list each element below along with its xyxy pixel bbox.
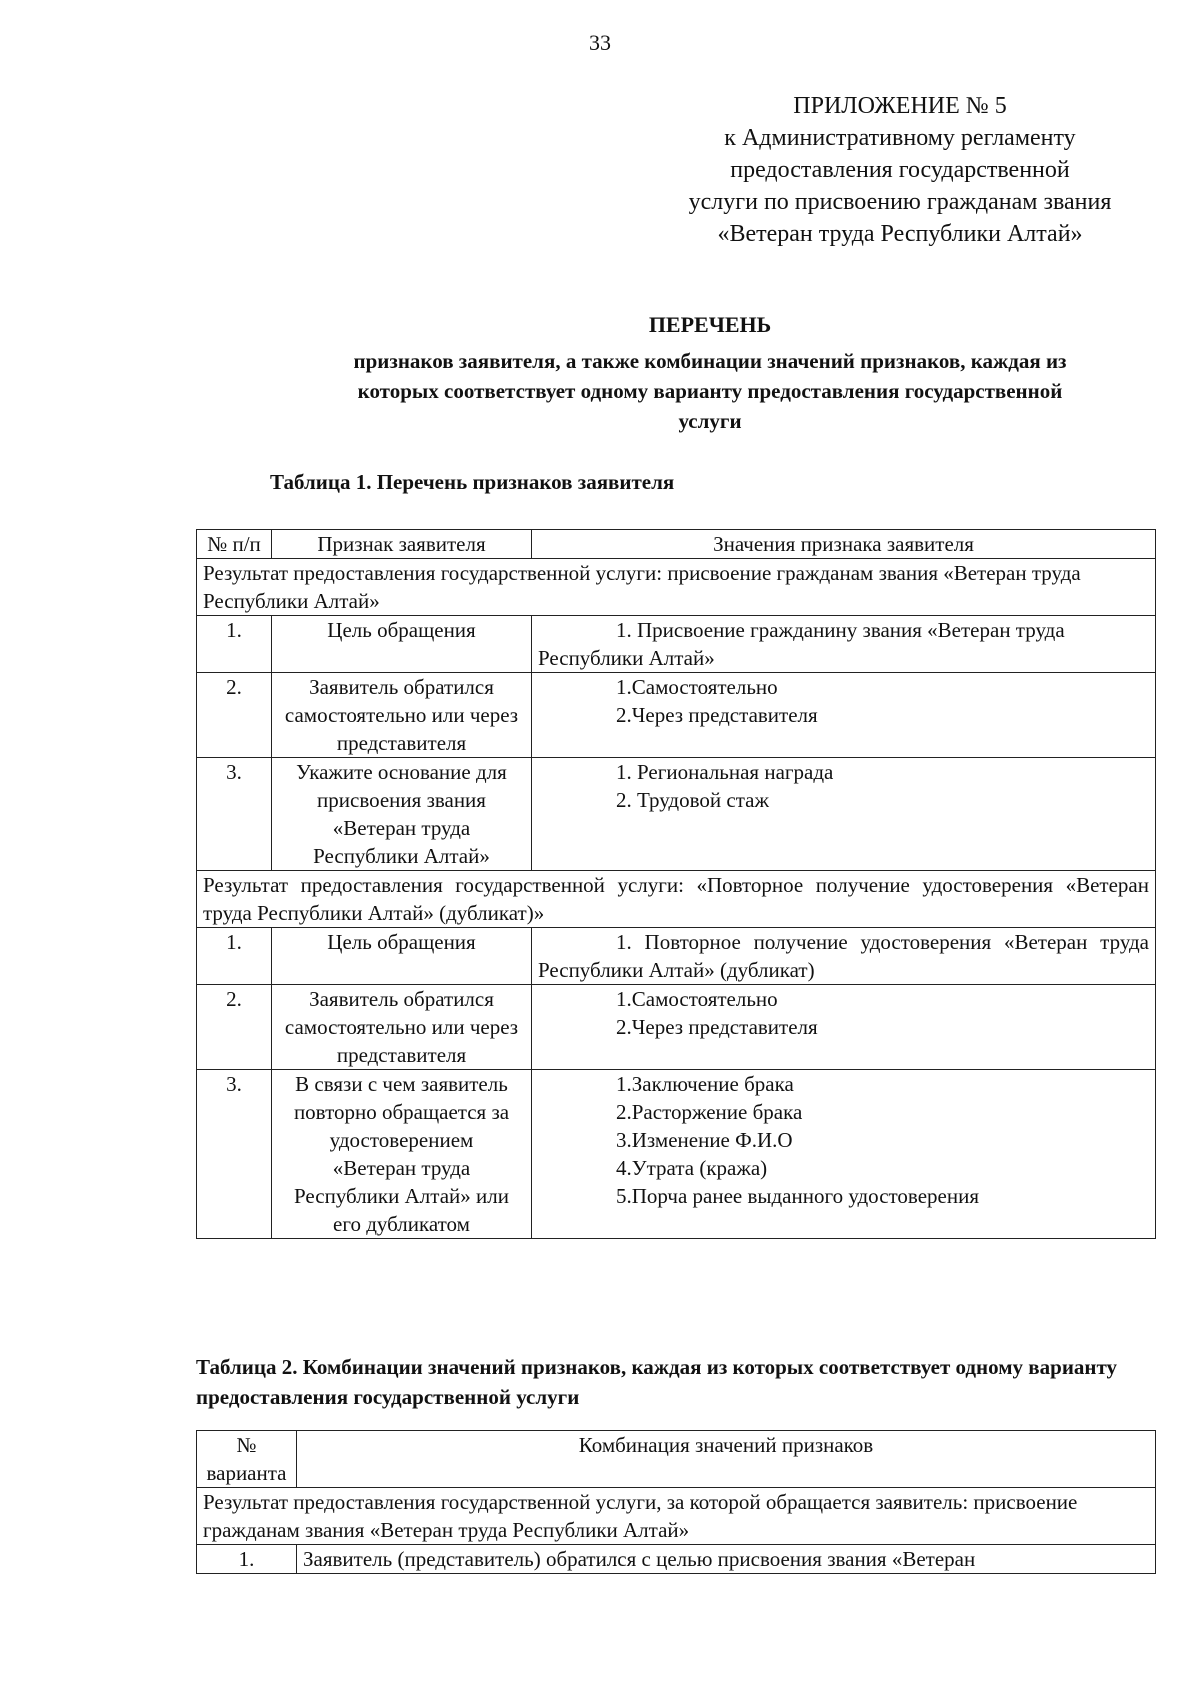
table-row [197,616,1156,673]
appendix-line: «Ветеран труда Республики Алтай» [717,221,1083,247]
document-subtitle [260,346,1160,436]
table-row [197,673,1156,758]
row-values [532,1070,1156,1239]
section-row [197,871,1156,928]
row-feature: Цель обращения [272,616,532,673]
row-value: 2.Расторжение брака [616,1100,803,1124]
section-title: Результат предоставления государственной услуги: «Повторное получение удостоверения «Ветеран труда Республики Алтай» (дубликат)» [197,871,1156,928]
row-combination: Заявитель (представитель) обратился с целью присвоения звания «Ветеран [297,1545,1156,1574]
appendix-line: ПРИЛОЖЕНИЕ № 5 [793,93,1007,119]
subtitle-line: которых соответствует одному варианту предоставления государственной [357,379,1063,403]
row-number: 3. [197,1070,272,1239]
table-header-row [197,530,1156,559]
row-feature: Заявитель обратился самостоятельно или через представителя [272,673,532,758]
row-number: 3. [197,758,272,871]
section-title: Результат предоставления государственной услуги, за которой обращается заявитель: присвоение гражданам звания «Ветеран труда Республики Алтай» [197,1488,1156,1545]
row-number: 1. [197,1545,297,1574]
table-row [197,758,1156,871]
row-feature: Цель обращения [272,928,532,985]
table-row [197,1070,1156,1239]
header-number: № п/п [197,530,272,559]
header-values: Значения признака заявителя [532,530,1156,559]
row-values [532,758,1156,871]
row-value: 1.Самостоятельно [616,987,778,1011]
row-value: 5.Порча ранее выданного удостоверения [616,1184,979,1208]
document-title: ПЕРЕЧЕНЬ [648,312,772,337]
row-value: 2.Через представителя [616,703,818,727]
header-combination: Комбинация значений признаков [297,1431,1156,1488]
subtitle-line: признаков заявителя, а также комбинации значений признаков, каждая из [353,349,1067,373]
table-row [197,985,1156,1070]
table-row [197,928,1156,985]
appendix-line: к Административному регламенту [724,125,1076,151]
table-header-row [197,1431,1156,1488]
row-value: 3.Изменение Ф.И.О [616,1128,793,1152]
row-value: 1.Заключение брака [616,1072,794,1096]
row-value: 1. Региональная награда [616,760,834,784]
row-number: 2. [197,985,272,1070]
row-value: 2. Трудовой стаж [616,788,769,812]
appendix-header [640,90,1160,250]
row-number: 2. [197,673,272,758]
table-row [197,1545,1156,1574]
combinations-table [196,1430,1156,1574]
header-variant-number: № варианта [197,1431,297,1488]
appendix-line: предоставления государственной [730,157,1070,183]
page-number: 33 [589,30,611,55]
appendix-line: услуги по присвоению гражданам звания [688,189,1112,215]
row-feature: В связи с чем заявитель повторно обращается за удостоверением «Ветеран труда Республики Алтай» или его дубликатом [272,1070,532,1239]
row-number: 1. [197,616,272,673]
row-value: 1. Присвоение гражданину звания «Ветеран труда Республики Алтай» [532,616,1156,673]
features-table [196,529,1156,1239]
row-number: 1. [197,928,272,985]
subtitle-line: услуги [678,409,742,433]
row-value: 1. Повторное получение удостоверения «Ветеран труда Республики Алтай» (дубликат) [532,928,1156,985]
row-value: 1.Самостоятельно [616,675,778,699]
section-row [197,559,1156,616]
row-values [532,673,1156,758]
row-feature: Заявитель обратился самостоятельно или через представителя [272,985,532,1070]
section-row [197,1488,1156,1545]
header-feature: Признак заявителя [272,530,532,559]
row-feature: Укажите основание для присвоения звания «Ветеран труда Республики Алтай» [272,758,532,871]
table1-caption: Таблица 1. Перечень признаков заявителя [270,470,675,494]
row-values [532,985,1156,1070]
row-value: 4.Утрата (кража) [616,1156,768,1180]
table2-caption: Таблица 2. Комбинации значений признаков, каждая из которых соответствует одному варианту предоставления государственной услуги [196,1355,1118,1409]
row-value: 2.Через представителя [616,1015,818,1039]
section-title: Результат предоставления государственной услуги: присвоение гражданам звания «Ветеран труда Республики Алтай» [197,559,1156,616]
